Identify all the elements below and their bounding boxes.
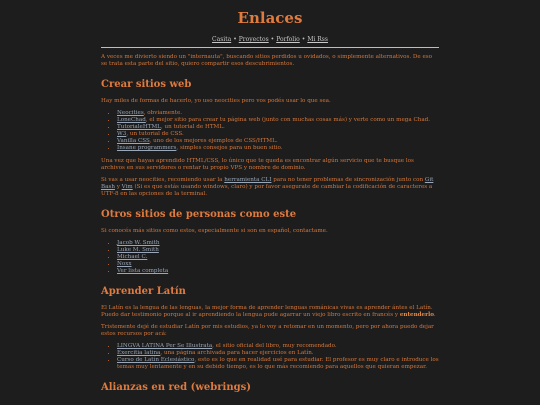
list-item: • Neocities, obviamente. xyxy=(117,110,439,117)
link-noxx[interactable]: Noxx xyxy=(117,261,132,267)
link-lingva-latina[interactable]: LINGVA LATINA Per Se Illustrata xyxy=(117,343,213,349)
nav-link-rss[interactable]: Mi Rss xyxy=(307,36,328,43)
link-michael-c[interactable]: Michael C. xyxy=(117,254,148,260)
nav-separator: • xyxy=(270,36,275,43)
list-item xyxy=(117,240,439,247)
link-neocities[interactable]: Neocities xyxy=(117,110,144,116)
list-item: • W3, un tutorial de CSS. xyxy=(117,131,439,138)
link-vim[interactable]: Vim xyxy=(121,184,133,190)
heading-webrings: Alianzas en red (webrings) xyxy=(101,382,251,393)
page xyxy=(101,0,439,394)
link-exercitia-latina[interactable]: Exercitia latina xyxy=(117,350,161,356)
link-tutorialehtml[interactable]: TutorialeHTML xyxy=(117,124,161,130)
otros-sitios-lead: Si conocés más sitios como estos, especialmente si son en español, contactame. xyxy=(101,228,328,234)
link-insane-programmers[interactable]: Insane programmers xyxy=(117,145,177,151)
crear-sitios-lead: Hay miles de formas de hacerlo, yo uso neocities pero vos podés usar lo que sea. xyxy=(101,98,331,104)
list-item xyxy=(117,247,439,254)
link-jacob-smith[interactable]: Jacob W. Smith xyxy=(117,240,160,246)
link-vanilla-css[interactable]: Vanilla CSS xyxy=(117,138,150,144)
heading-aprender-latin: Aprender Latín xyxy=(101,286,186,297)
link-w3[interactable]: W3 xyxy=(117,131,127,137)
list-item: • LoneChad, el mejor sitio para crear tu página web (junto con muchas cosas más) y verte como un mega Chad. xyxy=(117,117,439,124)
list-item: • Curso de Latín Eclesiástico, esto es lo que en realidad usé para estudiar. El profesor es muy claro e introduce los temas muy lentamente y en su debido tiempo, es lo que más recomiendo para aquellos que quieran empezar. xyxy=(117,357,439,371)
list-item xyxy=(117,261,439,268)
nav-separator: • xyxy=(301,36,306,43)
nav-link-casita[interactable]: Casita xyxy=(212,36,232,43)
link-luke-smith[interactable]: Luke M. Smith xyxy=(117,247,159,253)
divider xyxy=(101,47,439,48)
top-nav xyxy=(101,36,439,43)
page-title: Enlaces xyxy=(237,9,303,27)
link-git-bash[interactable]: Git Bash xyxy=(101,177,434,190)
nav-link-porfolio[interactable]: Porfolio xyxy=(276,36,300,43)
link-ver-lista[interactable]: Ver lista completa xyxy=(117,268,169,274)
list-item: • Vanilla CSS, uno de los mejores ejemplos de CSS/HTML. xyxy=(117,138,439,145)
intro-paragraph: A veces me divierto siendo un "internauta", buscando sitios perdidos u ovidados, o simplemente alternativos. De eso se trata esta parte del sitio, quiero compartir esos descubrimientos. xyxy=(101,54,433,67)
nav-separator: • xyxy=(233,36,237,43)
list-item: • TutorialeHTML, un tutorial de HTML. xyxy=(117,124,439,131)
latin-paragraph-2: Tristemente dejé de estudiar Latín por mis estudios, ya lo voy a retomar en un momento, pero por ahora puedo dejar estos recursos por acá: xyxy=(101,324,434,337)
heading-crear-sitios: Crear sitios web xyxy=(101,79,192,90)
list-item xyxy=(117,268,439,275)
nav-link-proyectos[interactable]: Proyectos xyxy=(238,36,269,43)
otros-sitios-list xyxy=(101,240,439,275)
crear-sitios-paragraph-3: Si vas a usar neocities, recomiendo usar la herramienta CLI para no tener problemas de sincronización junto con Git Bash y Vim (Si es que estás usando windows, claro) y por favor asegurate de cambiar la codificación de caracteres a UTF-8 en las opciones de la terminal. xyxy=(101,177,434,197)
link-cli-tool[interactable]: herramienta CLI xyxy=(224,177,272,183)
list-item: • Exercitia latina, una página archivada para hacer ejercicios en Latín. xyxy=(117,350,439,357)
crear-sitios-paragraph-2: Una vez que hayas aprendido HTML/CSS, lo único que te queda es encontrar algún servicio que te busque los archivos en sus servidores o rentar tu propio VPS y nombre de dominio. xyxy=(101,158,414,171)
list-item: • Insane programmers, simples consejos para un buen sitio. xyxy=(117,145,439,152)
list-item xyxy=(117,254,439,261)
latin-paragraph-1: El Latín es la lengua de las lenguas, la mejor forma de aprender lenguas románicas vivas es aprender ántes el Latín. Puedo dar testimonio porque al ir aprendiendo la lengua pude agarrar un viejo libro escrito en francés y entenderlo. xyxy=(101,305,436,318)
link-lonechad[interactable]: LoneChad xyxy=(117,117,146,123)
latin-list xyxy=(101,343,439,371)
heading-otros-sitios: Otros sitios de personas como este xyxy=(101,209,297,220)
crear-sitios-list xyxy=(101,110,439,152)
link-curso-latin[interactable]: Curso de Latín Eclesiástico xyxy=(117,357,195,363)
list-item: • LINGVA LATINA Per Se Illustrata, el sitio oficial del libro, muy recomendado. xyxy=(117,343,439,350)
